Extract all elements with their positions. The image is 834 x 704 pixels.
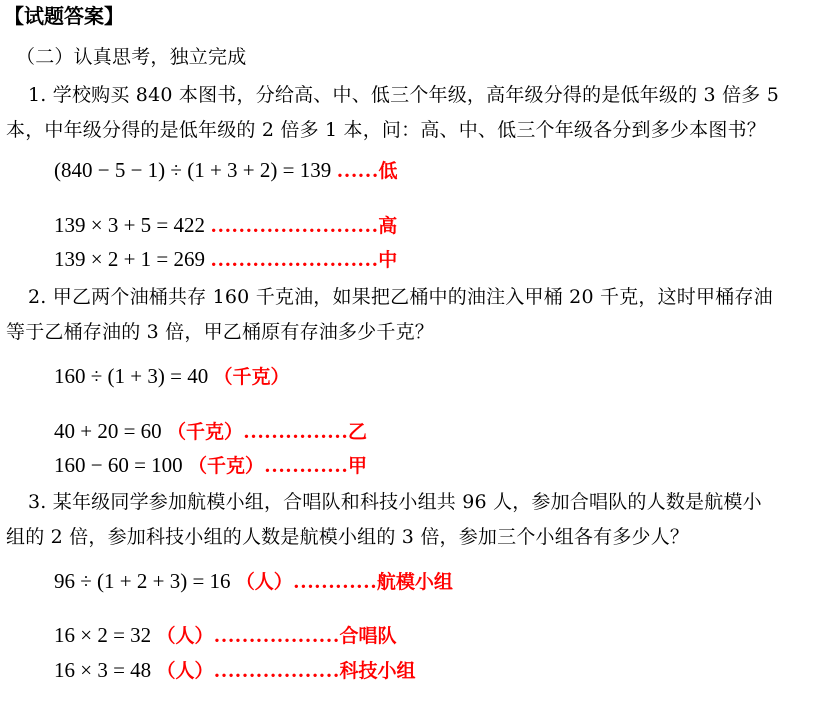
problem-2-step-3: [54, 455, 367, 476]
answer-label: 科技小组: [339, 660, 416, 682]
problem-2-question-line-2: 等于乙桶存油的 3 倍，甲乙桶原有存油多少千克？: [6, 321, 434, 343]
equation: 160 − 60 = 100: [54, 453, 188, 477]
problem-2-question-line-1: 2. 甲乙两个油桶共存 160 千克油，如果把乙桶中的油注入甲桶 20 千克，这时甲桶存油: [28, 286, 773, 308]
leader-dots: ……: [336, 158, 379, 182]
answer-label: 高: [378, 215, 398, 237]
problem-1-question-line-2: 本，中年级分得的是低年级的 2 倍多 1 本，问：高、中、低三个年级各分到多少本图书？: [6, 119, 766, 141]
leader-dots: ………………: [213, 623, 340, 647]
problem-3-step-2: [54, 625, 396, 646]
equation: (840 − 5 − 1) ÷ (1 + 3 + 2) = 139: [54, 158, 337, 182]
equation: 40 + 20 = 60: [54, 419, 167, 443]
problem-3-step-3: [54, 660, 415, 681]
answer-heading: 【试题答案】: [4, 4, 124, 28]
problem-1-step-3: [54, 249, 397, 270]
equation: 16 × 3 = 48: [54, 658, 157, 682]
leader-dots: ………………: [213, 658, 340, 682]
equation: 139 × 2 + 1 = 269: [54, 247, 211, 271]
answer-label: 合唱队: [339, 625, 397, 647]
leader-dots: ……………: [242, 419, 348, 443]
unit-label: （千克）: [213, 366, 290, 388]
unit-label: （千克）: [187, 455, 264, 477]
leader-dots: …………: [292, 569, 377, 593]
answer-label: 乙: [347, 421, 367, 443]
answer-label: 中: [378, 249, 398, 271]
unit-label: （人）: [156, 660, 214, 682]
problem-1-step-1: [54, 160, 397, 181]
leader-dots: …………: [263, 453, 348, 477]
problem-3-step-1: [54, 571, 453, 592]
problem-2-step-2: [54, 421, 367, 442]
equation: 96 ÷ (1 + 2 + 3) = 16: [54, 569, 236, 593]
leader-dots: ……………………: [210, 247, 379, 271]
unit-label: （人）: [235, 571, 293, 593]
problem-1-question-line-1: 1. 学校购买 840 本图书，分给高、中、低三个年级，高年级分得的是低年级的 3 倍多 5: [28, 84, 780, 106]
answer-label: 低: [378, 160, 398, 182]
leader-dots: ……………………: [210, 213, 379, 237]
equation: 139 × 3 + 5 = 422: [54, 213, 211, 237]
problem-1-step-2: [54, 215, 397, 236]
problem-2-step-1: [54, 366, 289, 387]
problem-3-question-line-2: 组的 2 倍，参加科技小组的人数是航模小组的 3 倍，参加三个小组各有多少人？: [6, 526, 690, 548]
section-title: （二）认真思考，独立完成: [16, 46, 247, 68]
equation: 160 ÷ (1 + 3) = 40: [54, 364, 214, 388]
answer-label: 甲: [347, 455, 367, 477]
problem-3-question-line-1: 3. 某年级同学参加航模小组，合唱队和科技小组共 96 人，参加合唱队的人数是航模小: [28, 491, 762, 513]
unit-label: （千克）: [166, 421, 243, 443]
unit-label: （人）: [156, 625, 214, 647]
answer-label: 航模小组: [376, 571, 453, 593]
equation: 16 × 2 = 32: [54, 623, 157, 647]
